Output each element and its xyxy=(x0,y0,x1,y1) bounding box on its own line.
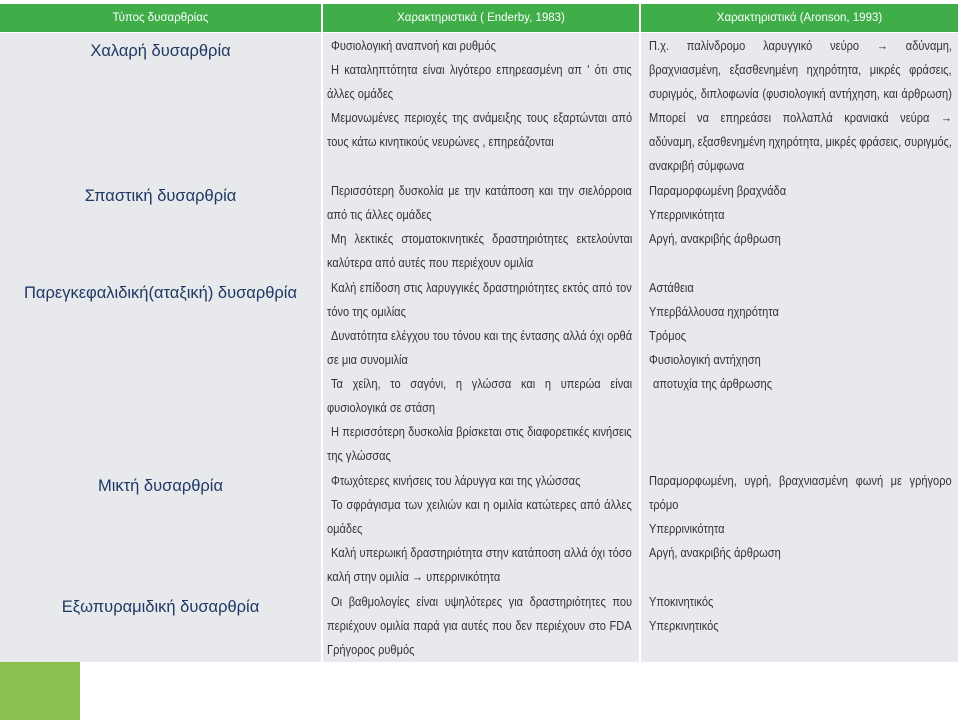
enderby-line: Η καταληπτότητα είναι λιγότερο επηρεασμένη απ ' ότι στις xyxy=(331,63,632,77)
enderby-line: Γρήγορος ρυθμός xyxy=(327,643,415,657)
type-cell xyxy=(0,589,321,662)
aronson-line: Υπερβάλλουσα ηχηρότητα xyxy=(649,305,779,319)
enderby-line: Φτωχότερες κινήσεις του λάρυγγα και της γλώσσας xyxy=(331,474,581,488)
enderby-line: σε μια συνομιλία xyxy=(327,353,408,367)
enderby-line: Τα χείλη, το σαγόνι, η γλώσσα και η υπερώα είναι xyxy=(331,377,633,391)
aronson-cell xyxy=(641,178,958,275)
enderby-line: Οι βαθμολογίες είναι υψηλότερες για δραστηριότητες που xyxy=(331,595,633,609)
dysarthria-type-label: Χαλαρή δυσαρθρία xyxy=(90,42,231,60)
aronson-line: Αστάθεια xyxy=(649,281,694,295)
aronson-line: Μπορεί να επηρεάσει πολλαπλά κρανιακά νεύρα → xyxy=(649,111,952,125)
type-cell xyxy=(0,275,321,468)
enderby-line: από τις άλλες ομάδες xyxy=(327,208,432,222)
enderby-cell xyxy=(323,178,639,275)
header-enderby: Χαρακτηριστικά ( Enderby, 1983) xyxy=(323,4,639,32)
table-row xyxy=(0,33,958,177)
aronson-cell xyxy=(641,589,958,662)
enderby-line: ομάδες xyxy=(327,522,363,536)
aronson-line: αδύναμη, εξασθενημένη ηχηρότητα, μικρές φράσεις, συριγμός, xyxy=(649,135,952,149)
aronson-line: Υποκινητικός xyxy=(649,595,714,609)
aronson-line: Υπερρινικότητα xyxy=(649,522,725,536)
enderby-line: τόνο της ομιλίας xyxy=(327,305,406,319)
aronson-cell xyxy=(641,468,958,589)
aronson-line: αποτυχία της άρθρωσης xyxy=(653,377,773,391)
dysarthria-table xyxy=(0,4,958,661)
enderby-cell xyxy=(323,468,639,589)
enderby-line: Φυσιολογική αναπνοή και ρυθμός xyxy=(331,39,496,53)
enderby-line: Το σφράγισμα των χειλιών και η ομιλία κατώτερες από άλλες xyxy=(331,498,632,512)
enderby-line: Καλή επίδοση στις λαρυγγικές δραστηριότητες εκτός από τον xyxy=(331,281,632,295)
type-cell xyxy=(0,33,321,178)
aronson-line: ανακριβή σύμφωνα xyxy=(649,159,745,173)
aronson-line: Αργή, ανακριβής άρθρωση xyxy=(649,232,781,246)
enderby-line: Καλή υπερωική δραστηριότητα στην κατάποση αλλά όχι τόσο xyxy=(331,546,632,560)
aronson-cell xyxy=(641,275,958,468)
table-header-row xyxy=(0,4,958,32)
aronson-line: Παραμορφωμένη, υγρή, βραχνιασμένη φωνή με γρήγορο xyxy=(649,474,952,488)
decorative-green-block xyxy=(0,662,80,720)
type-cell xyxy=(0,178,321,275)
aronson-line: Υπερκινητικός xyxy=(649,619,719,633)
aronson-line: Αργή, ανακριβής άρθρωση xyxy=(649,546,781,560)
header-aronson: Χαρακτηριστικά (Aronson, 1993) xyxy=(641,4,958,32)
table-row xyxy=(0,468,958,588)
type-cell xyxy=(0,468,321,589)
table-row xyxy=(0,178,958,274)
enderby-cell xyxy=(323,589,639,662)
enderby-cell xyxy=(323,275,639,468)
aronson-line: Παραμορφωμένη βραχνάδα xyxy=(649,184,787,198)
aronson-line: τρόμο xyxy=(649,498,679,512)
enderby-line: Μη λεκτικές στοματοκινητικές δραστηριότητες εκτελούνται xyxy=(331,232,633,246)
enderby-line: Περισσότερη δυσκολία με την κατάποση και την σιελόρροια xyxy=(331,184,632,198)
enderby-line: Μεμονωμένες περιοχές της ανάμειξης τους εξαρτώνται από xyxy=(331,111,633,125)
table-row xyxy=(0,589,958,661)
dysarthria-type-label: Σπαστική δυσαρθρία xyxy=(84,187,237,205)
aronson-line: Π.χ. παλίνδρομο λαρυγγικό νεύρο → αδύναμη, xyxy=(649,39,952,53)
enderby-line: περιέχουν ομιλία παρά για αυτές που δεν περιέχουν στο FDA xyxy=(327,619,632,633)
aronson-line: Φυσιολογική αντήχηση xyxy=(649,353,761,367)
aronson-line: βραχνιασμένη, εξασθενημένη ηχηρότητα, μικρές φράσεις, xyxy=(649,63,952,77)
table-row xyxy=(0,275,958,467)
enderby-cell xyxy=(323,33,639,178)
enderby-line: καλή στην ομιλία → υπερρινικότητα xyxy=(327,570,501,584)
enderby-line: Η περισσότερη δυσκολία βρίσκεται στις διαφορετικές κινήσεις xyxy=(331,425,632,439)
dysarthria-type-label: Παρεγκεφαλιδική(αταξική) δυσαρθρία xyxy=(24,284,297,302)
dysarthria-type-label: Μικτή δυσαρθρία xyxy=(97,477,224,495)
aronson-cell xyxy=(641,33,958,178)
dysarthria-type-label: Εξωπυραμιδική δυσαρθρία xyxy=(61,598,260,616)
enderby-line: Δυνατότητα ελέγχου του τόνου και της έντασης αλλά όχι ορθά xyxy=(331,329,633,343)
enderby-line: καλύτερα από αυτές που περιέχουν ομιλία xyxy=(327,256,534,270)
header-type: Τύπος δυσαρθρίας xyxy=(0,4,321,32)
enderby-line: τους κάτω κινητικούς νευρώνες , επηρεάζονται xyxy=(327,135,554,149)
aronson-line: συριγμός, διπλοφωνία (φυσιολογική αντήχηση, και άρθρωση) xyxy=(649,87,952,101)
enderby-line: άλλες ομάδες xyxy=(327,87,394,101)
enderby-line: φυσιολογικά σε στάση xyxy=(327,401,436,415)
enderby-line: της γλώσσας xyxy=(327,449,391,463)
aronson-line: Υπερρινικότητα xyxy=(649,208,725,222)
aronson-line: Τρόμος xyxy=(649,329,687,343)
